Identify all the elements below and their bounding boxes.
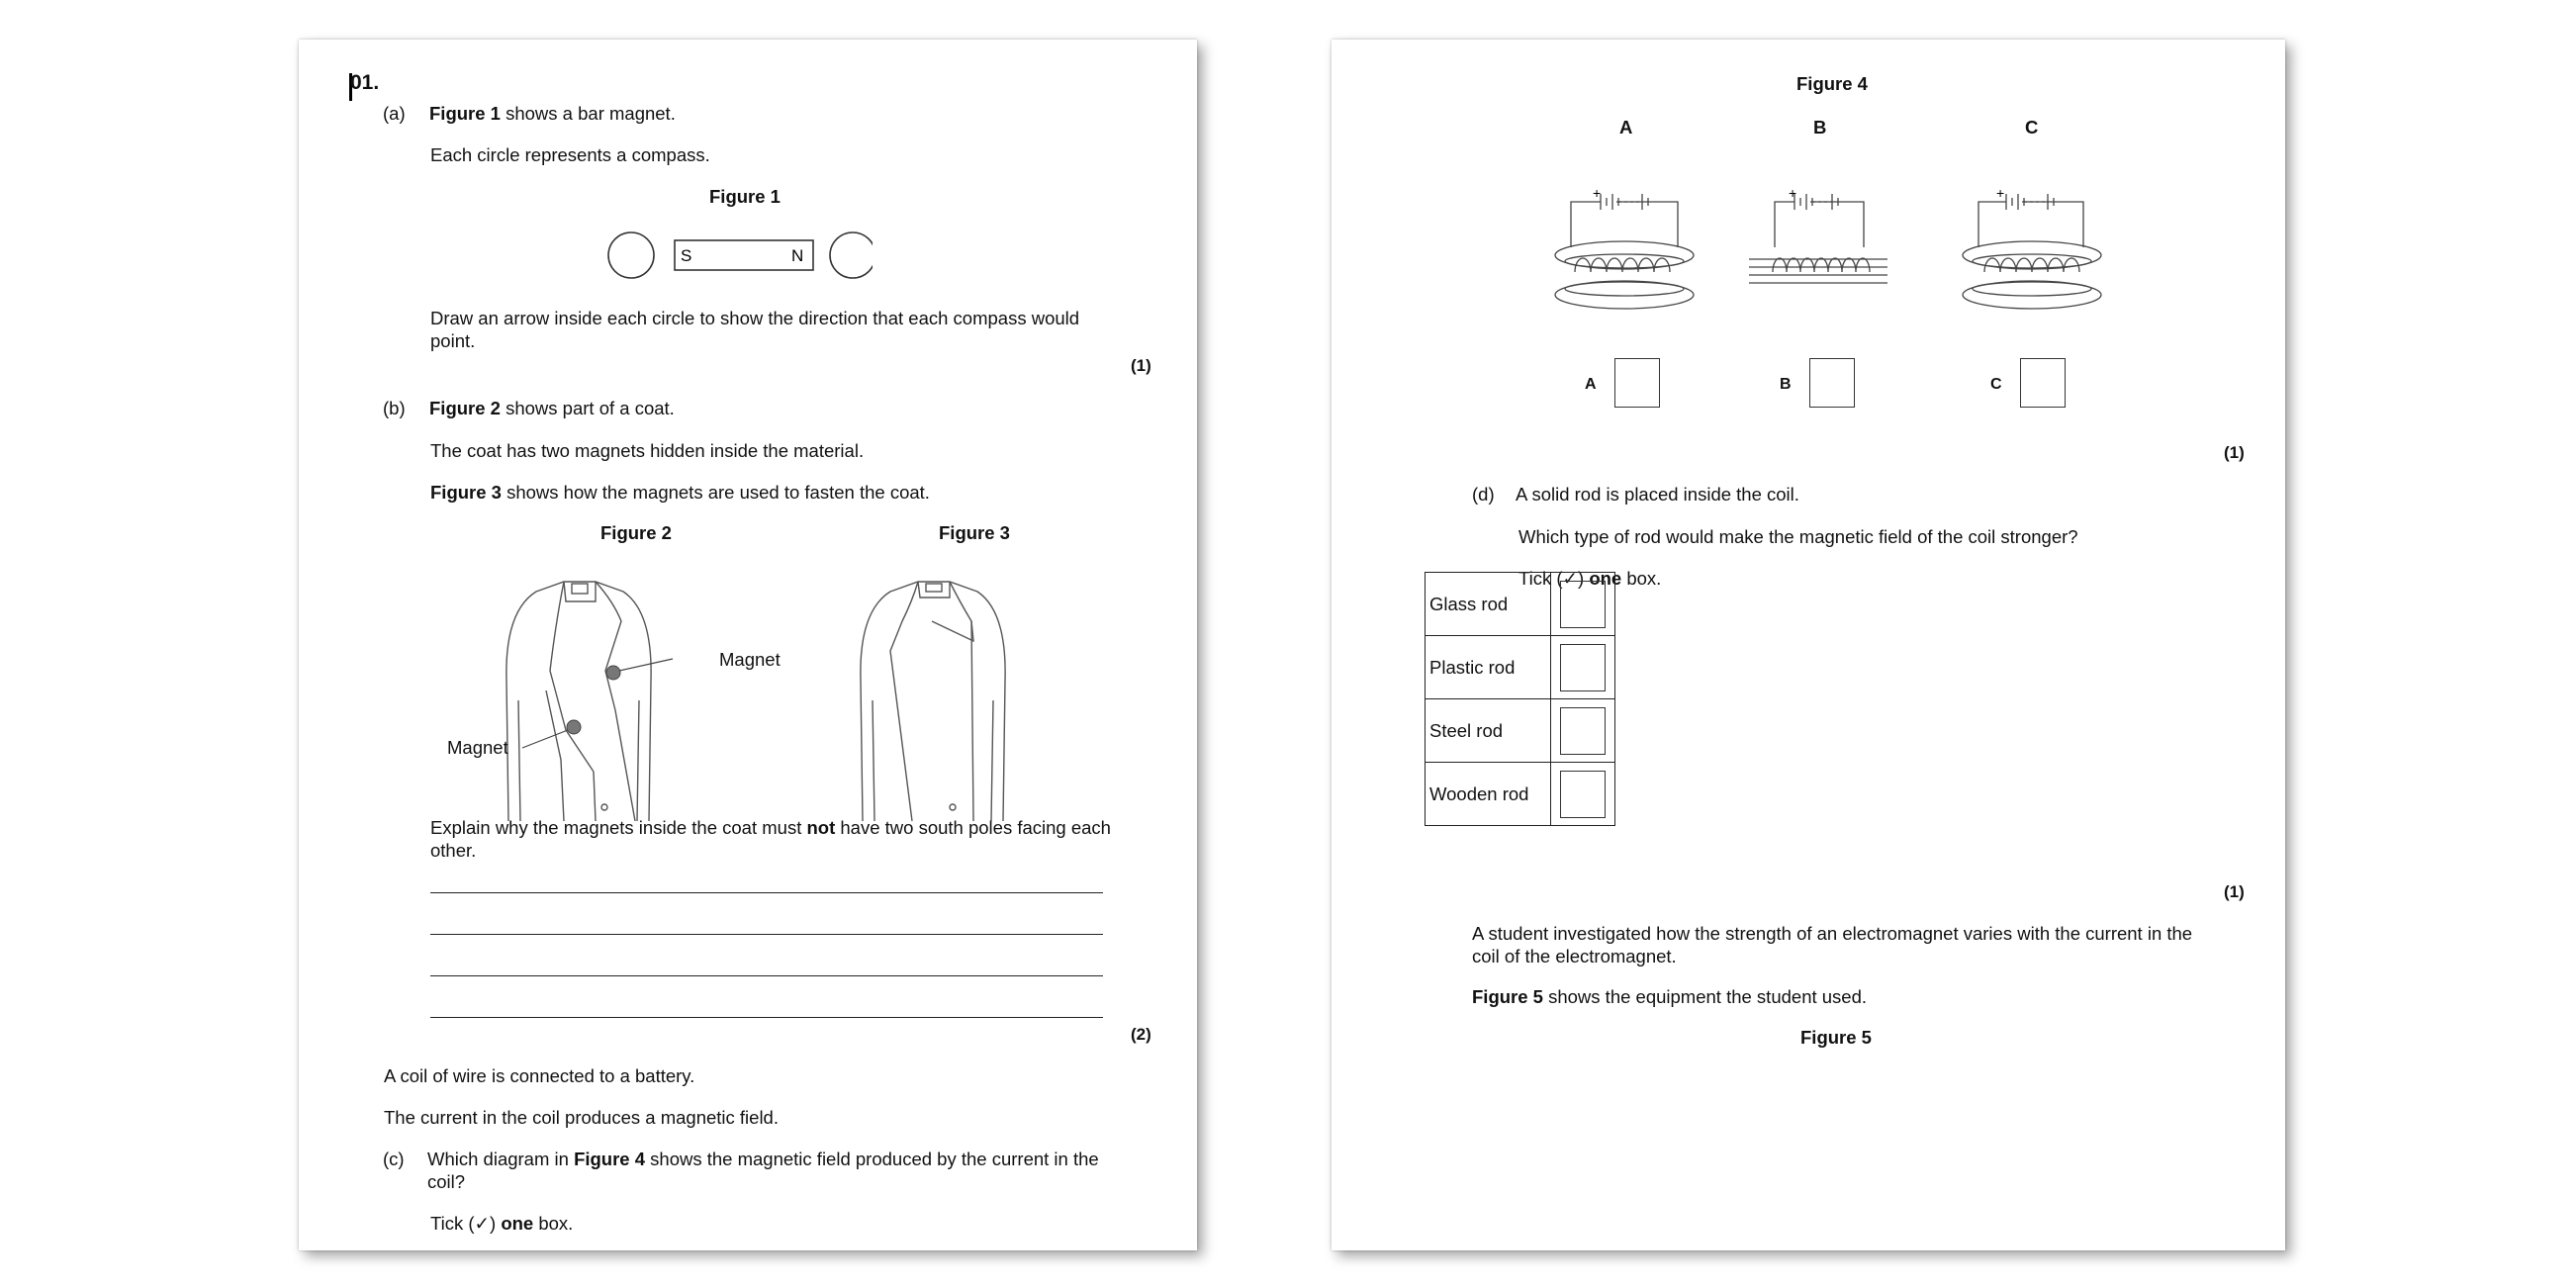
figure3-ref: Figure 3	[430, 482, 502, 503]
part-a-intro	[429, 102, 676, 125]
rod-option-label: Glass rod	[1426, 573, 1551, 636]
rod-option-row	[1426, 763, 1615, 826]
figure2-coat-drawing	[447, 562, 724, 821]
figure5-ref: Figure 5	[1472, 986, 1543, 1007]
part-d-letter: (d)	[1472, 484, 1495, 505]
compass-left-circle[interactable]	[608, 232, 654, 278]
coil-diagram-b	[1747, 138, 1895, 326]
figure1-caption: Figure 1	[709, 186, 781, 207]
figure4-ref: Figure 4	[574, 1149, 646, 1169]
part-c-tick-instruction	[430, 1212, 573, 1235]
magnet-label-upper: Magnet	[719, 649, 781, 670]
figure5-caption: Figure 5	[1800, 1027, 1872, 1048]
answer-box-c-label: C	[1990, 376, 2002, 393]
coil-intro-line2: The current in the coil produces a magnetic field.	[384, 1107, 779, 1128]
lower-magnet-dot	[567, 720, 581, 734]
answer-box-c[interactable]	[2020, 358, 2066, 408]
part-a-intro-text: shows a bar magnet.	[500, 103, 676, 124]
answer-box-a-label: A	[1585, 376, 1597, 393]
rod-option-row	[1426, 636, 1615, 699]
part-b-line2: The coat has two magnets hidden inside the material.	[430, 440, 865, 461]
exam-page-left	[299, 40, 1197, 1250]
answer-line-2[interactable]	[430, 934, 1103, 935]
rod-option-row	[1426, 699, 1615, 763]
magnet-south-label: S	[681, 246, 692, 265]
figure1-ref: Figure 1	[429, 103, 501, 124]
svg-text:+: +	[1789, 185, 1797, 201]
diagram-c-label: C	[2025, 117, 2039, 138]
rod-option-tickbox-steel[interactable]	[1560, 707, 1606, 755]
magnet-label-lower: Magnet	[447, 737, 508, 758]
rod-option-label: Plastic rod	[1426, 636, 1551, 699]
part-b-explain-text-2: have two south poles facing each other.	[430, 817, 1111, 861]
part-b-letter: (b)	[383, 398, 406, 418]
magnet-north-label: N	[791, 246, 804, 265]
coil-intro-line1: A coil of wire is connected to a battery.	[384, 1065, 695, 1086]
upper-magnet-dot	[606, 666, 620, 680]
answer-box-a[interactable]	[1614, 358, 1660, 408]
answer-box-b-label: B	[1780, 376, 1792, 393]
part-c-question	[427, 1148, 1110, 1193]
part-d-tick-bold: one	[1589, 568, 1622, 589]
diagram-a-label: A	[1619, 117, 1633, 138]
compass-right-circle[interactable]	[830, 232, 873, 278]
part-c-tick-text-1: Tick (✓)	[430, 1213, 502, 1234]
figure3-caption: Figure 3	[939, 522, 1010, 543]
part-a-instruction: Draw an arrow inside each circle to show the direction that each compass would point.	[430, 308, 1080, 351]
exam-page-right	[1332, 40, 2285, 1250]
part-c-question-text-1: Which diagram in	[427, 1149, 575, 1169]
svg-text:+: +	[1996, 185, 2005, 201]
answer-line-1[interactable]	[430, 892, 1103, 893]
part-c-tick-bold: one	[501, 1213, 534, 1234]
rod-options-table	[1425, 572, 1615, 826]
part-d-marks: (1)	[2224, 882, 2245, 901]
rod-option-tickbox-glass[interactable]	[1560, 581, 1606, 628]
part-d-tick-text-2: box.	[1621, 568, 1662, 589]
part-b-intro	[429, 397, 675, 419]
part-b-intro-text: shows part of a coat.	[500, 398, 675, 418]
part-b-line3-text: shows how the magnets are used to fasten the coat.	[501, 482, 930, 503]
coil-diagram-a	[1553, 138, 1702, 326]
part-b-explain-bold: not	[806, 817, 836, 838]
figure5-line	[1472, 985, 1867, 1008]
rod-option-tickbox-wooden[interactable]	[1560, 771, 1606, 818]
part-b-marks: (2)	[1131, 1025, 1151, 1044]
part-d-line1: A solid rod is placed inside the coil.	[1516, 484, 1799, 505]
figure4-caption: Figure 4	[1796, 73, 1868, 94]
figure5-line-text: shows the equipment the student used.	[1542, 986, 1868, 1007]
figure2-ref: Figure 2	[429, 398, 501, 418]
part-a-letter: (a)	[383, 103, 406, 124]
answer-line-3[interactable]	[430, 975, 1103, 976]
part-c-letter: (c)	[383, 1149, 405, 1169]
figure2-caption: Figure 2	[600, 522, 672, 543]
answer-box-b[interactable]	[1809, 358, 1855, 408]
part-d-tick-text-1: Tick (✓)	[1518, 568, 1590, 589]
part-b-line3	[430, 481, 930, 504]
diagram-b-label: B	[1813, 117, 1827, 138]
coil-diagram-c	[1959, 138, 2107, 326]
part-d-question: Which type of rod would make the magnetic field of the coil stronger?	[1518, 526, 2078, 547]
investigation-text: A student investigated how the strength of an electromagnet varies with the current in the coil of the electromagnet.	[1472, 923, 2193, 966]
figure3-coat-drawing	[833, 562, 1031, 821]
part-b-explain-text-1: Explain why the magnets inside the coat must	[430, 817, 807, 838]
part-c-tick-text-2: box.	[533, 1213, 574, 1234]
rod-option-label: Wooden rod	[1426, 763, 1551, 826]
answer-line-4[interactable]	[430, 1017, 1103, 1018]
part-c-marks: (1)	[2224, 443, 2245, 462]
svg-text:+: +	[1593, 185, 1602, 201]
figure1-bar-magnet-diagram	[596, 224, 873, 283]
part-b-explain	[430, 816, 1123, 862]
part-a-marks: (1)	[1131, 356, 1151, 375]
rod-option-tickbox-plastic[interactable]	[1560, 644, 1606, 691]
question-number: 01.	[350, 71, 380, 94]
part-c-question-text-2: shows the magnetic field produced by the current in the coil?	[427, 1149, 1099, 1192]
rod-option-row	[1426, 573, 1615, 636]
rod-option-label: Steel rod	[1426, 699, 1551, 763]
part-a-line2: Each circle represents a compass.	[430, 144, 710, 165]
